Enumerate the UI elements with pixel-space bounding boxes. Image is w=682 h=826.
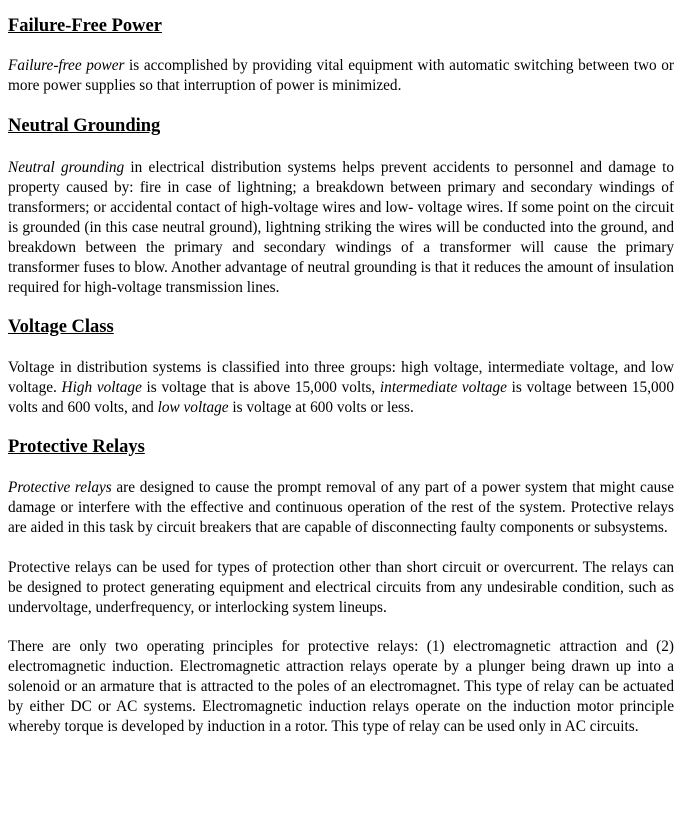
paragraph-protective-relays-2: Protective relays can be used for types of protection other than short circuit or overcurrent. The relays can be designed to protect generating equipment and electrical circuits from any undesirable condition, such as undervoltage, underfrequency, or interlocking system lineups. xyxy=(8,559,674,616)
italic-term: Neutral grounding xyxy=(8,159,125,176)
paragraph-text: Voltage in distribution systems is classified into three groups: high voltage, intermediate voltage, and low voltage. xyxy=(8,359,674,396)
section-heading-neutral-grounding: Neutral Grounding xyxy=(8,116,161,136)
section-heading-voltage-class: Voltage Class xyxy=(8,317,114,337)
paragraph-text: is accomplished by providing vital equipment with automatic switching between two or more power supplies so that interruption of power is minimized. xyxy=(8,57,674,94)
paragraph-text: is voltage that is above 15,000 volts, xyxy=(141,379,380,396)
paragraph-text: are designed to cause the prompt removal of any part of a power system that might cause damage or interfere with the effective and continuous operation of the rest of the system. Protective relays are aided in this task by circuit breakers that are capable of disconnecting faulty components or subsystems. xyxy=(8,479,674,536)
italic-term: High voltage xyxy=(61,379,142,396)
italic-term: intermediate voltage xyxy=(379,379,507,396)
paragraph-text: in electrical distribution systems helps prevent accidents to personnel and damage to property caused by: fire in case of lightning; a breakdown between primary and secondary windings of transformers; or accidental contact of high-voltage wires and low- voltage wires. If some point on the circuit is grounded (in this case neutral ground), lightning striking the wires will be conducted into the ground, and breakdown between the primary and secondary windings of a transformer will cause the primary transformer fuses to blow. Another advantage of neutral grounding is that it reduces the amount of insulation required for high-voltage transmission lines. xyxy=(8,159,675,296)
paragraph-protective-relays-3: There are only two operating principles for protective relays: (1) electromagnetic attraction and (2) electromagnetic induction. Electromagnetic attraction relays operate by a plunger being drawn up into a solenoid or an armature that is attracted to the poles of an electromagnet. This type of relay can be actuated by either DC or AC systems. Electromagnetic induction relays operate on the induction motor principle whereby torque is developed by induction in a rotor. This type of relay can be used only in AC circuits. xyxy=(8,638,674,735)
document-page xyxy=(0,15,682,737)
paragraph-voltage-class xyxy=(8,358,674,418)
paragraph-text: is voltage between 15,000 volts and 600 volts, and xyxy=(8,379,674,416)
paragraph-protective-relays-1 xyxy=(8,478,674,538)
section-heading-failure-free-power: Failure-Free Power xyxy=(8,16,162,36)
italic-term: low voltage xyxy=(157,399,229,416)
paragraph-text: is voltage at 600 volts or less. xyxy=(228,399,414,416)
italic-term: Protective relays xyxy=(8,479,112,496)
paragraph-failure-free-power xyxy=(8,56,674,96)
section-heading-protective-relays: Protective Relays xyxy=(8,437,145,457)
italic-term: Failure-free power xyxy=(8,57,125,74)
paragraph-neutral-grounding xyxy=(8,158,674,298)
